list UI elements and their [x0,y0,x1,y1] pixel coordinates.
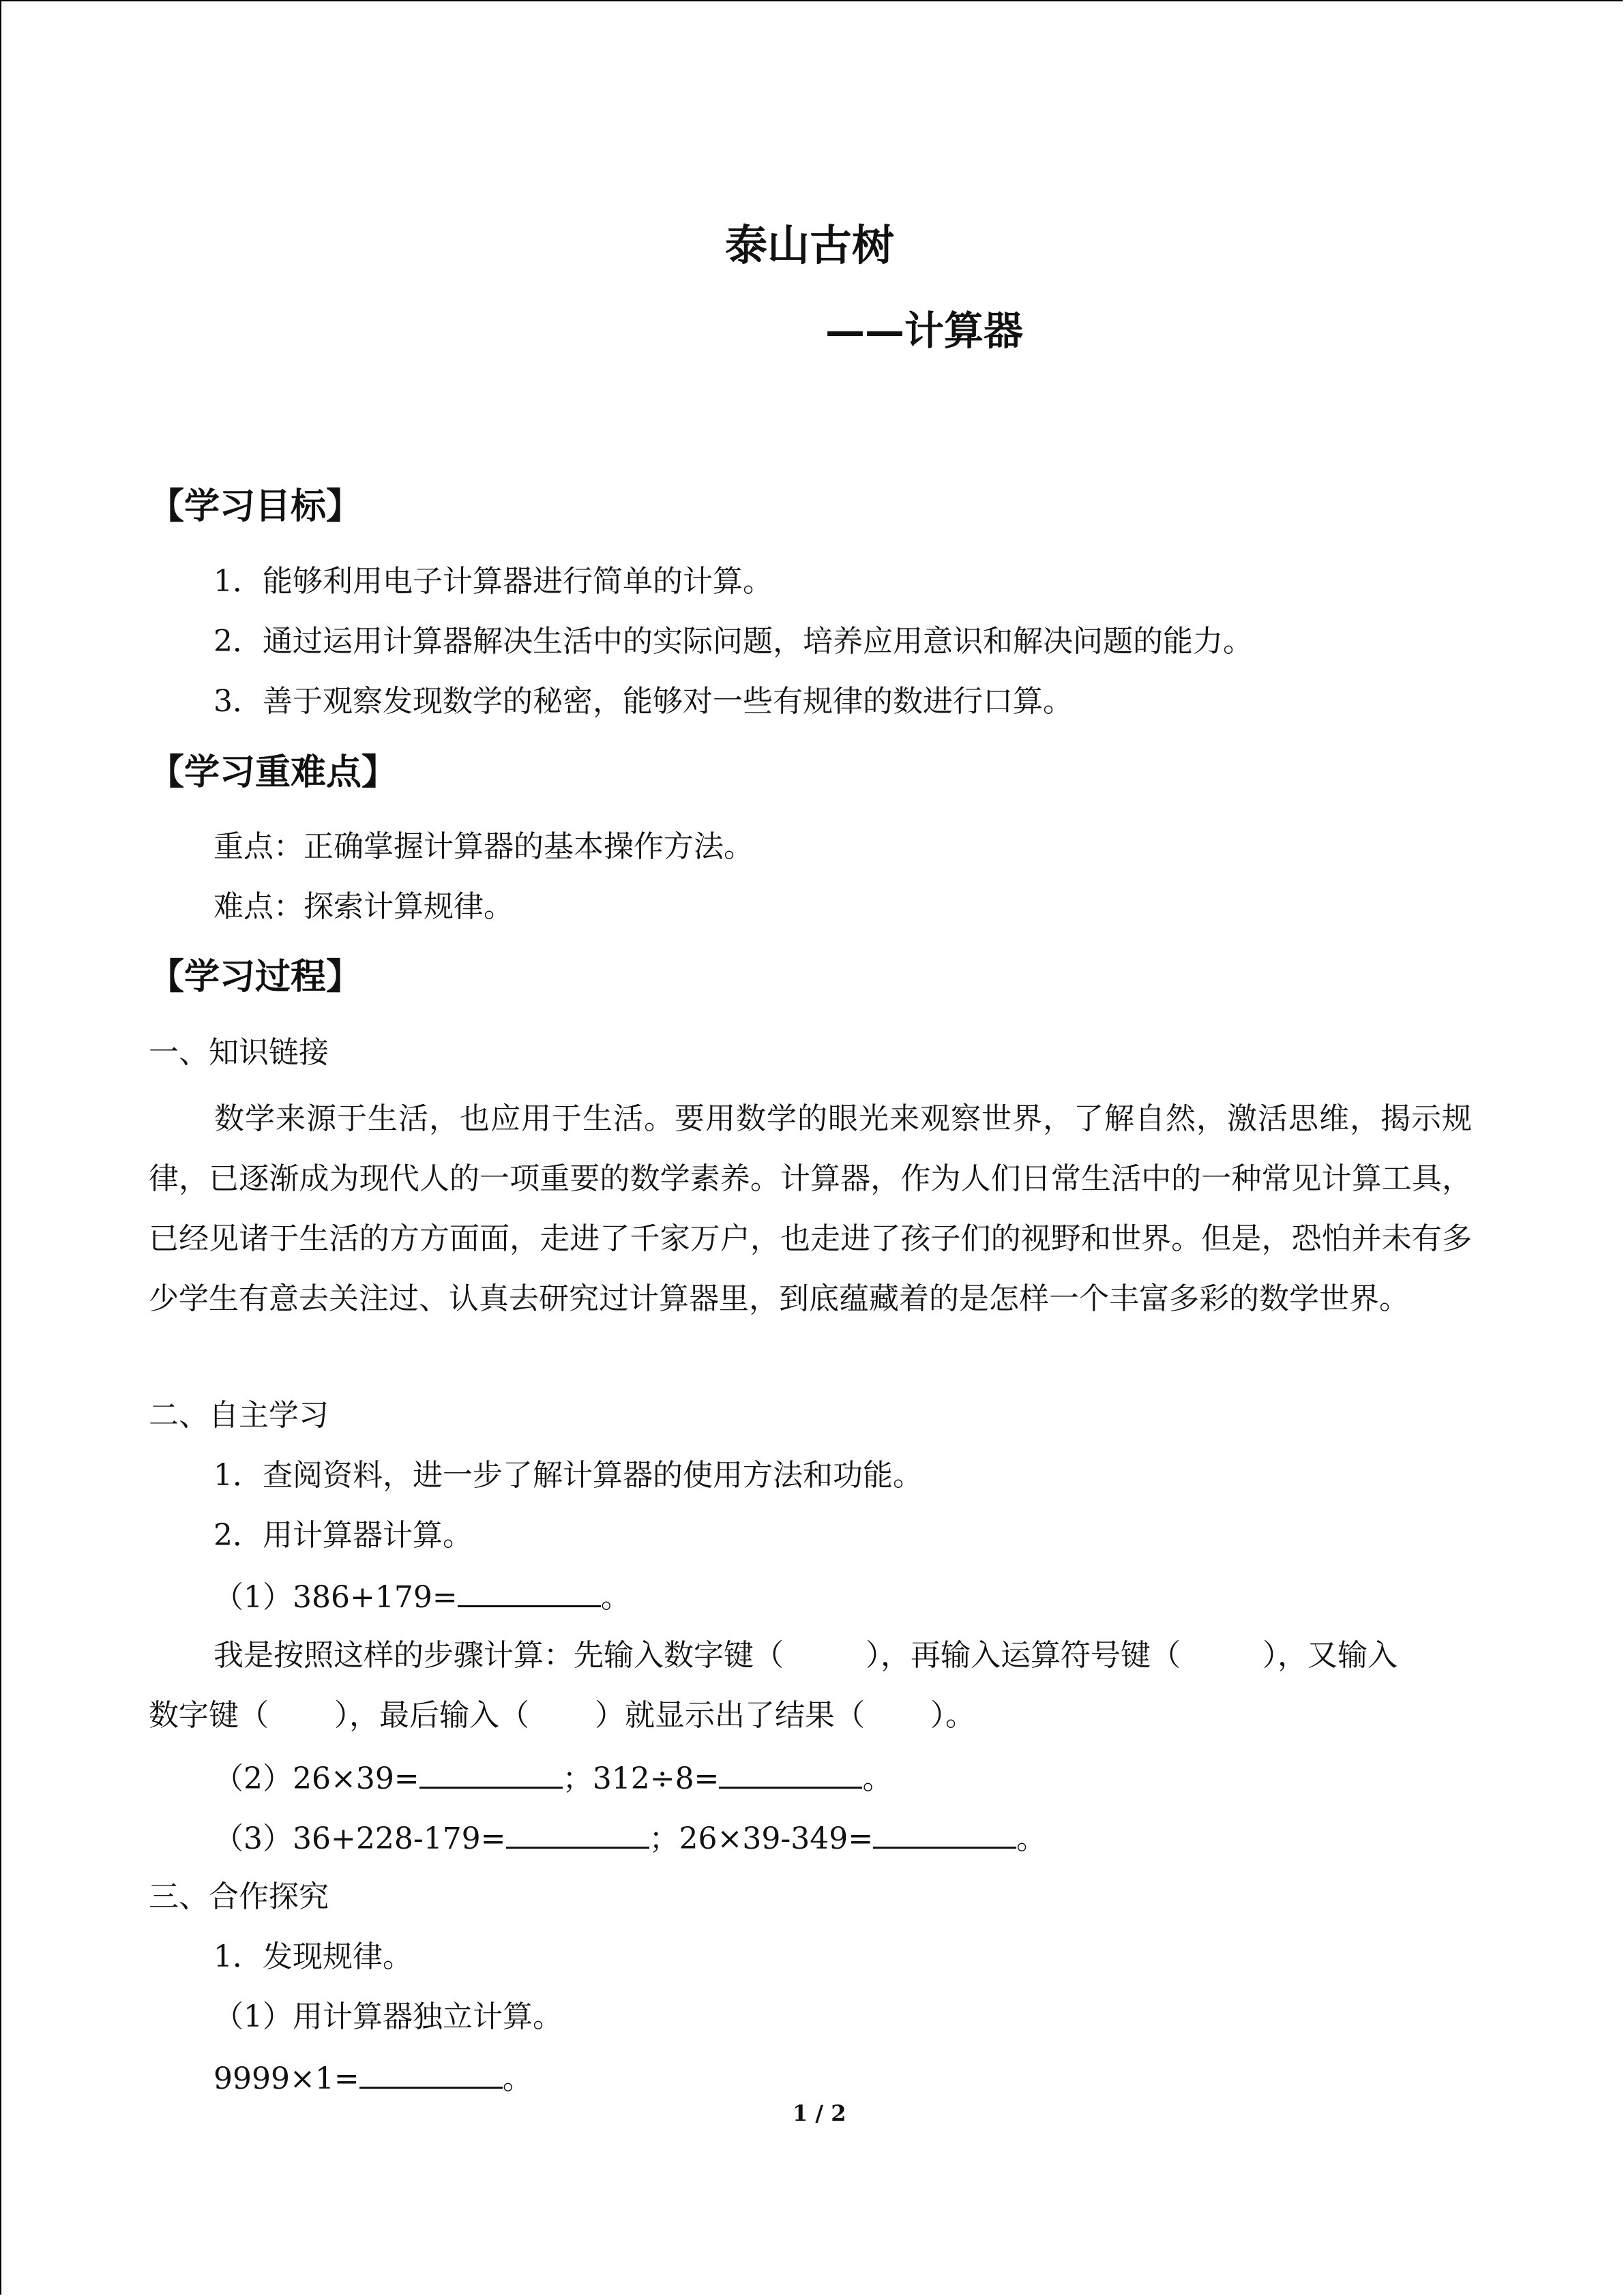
key-point-focus: 重点：正确掌握计算器的基本操作方法。 [213,829,754,864]
question-3-expression-b: ；26×39-349= [649,1821,874,1856]
document-title: 泰山古树 [725,220,895,270]
page-number: 1 / 2 [793,2100,846,2126]
objectives-heading: 【学习目标】 [149,486,362,527]
key-points-heading: 【学习重难点】 [149,752,398,793]
question-2-expression-b: ；312÷8= [562,1761,720,1796]
steps-text-3: ），又输入 [1263,1638,1398,1673]
key-point-difficulty: 难点：探索计算规律。 [213,889,514,924]
question-3-expression-a: （3）36+228-179= [213,1821,506,1856]
answer-blank-2b[interactable] [719,1757,862,1789]
question-2 [213,1757,892,1800]
answer-blank-eq1[interactable] [359,2057,503,2089]
section-self-study: 二、自主学习 [149,1398,329,1433]
self-study-item-1: 1．查阅资料，进一步了解计算器的使用方法和功能。 [213,1458,923,1493]
section-cooperative-inquiry: 三、合作探究 [149,1879,329,1914]
steps-line-1 [213,1635,1398,1676]
answer-blank-2a[interactable] [419,1757,563,1789]
steps-text-6: ）就显示出了结果（ [595,1698,865,1733]
steps-text-2: ），再输入运算符号键（ [866,1638,1181,1673]
equation-1-end: 。 [502,2061,533,2096]
steps-text-4: 数字键（ [149,1698,269,1733]
equation-1 [213,2057,533,2100]
question-2-end: 。 [862,1761,893,1796]
question-2-expression-a: （2）26×39= [213,1761,419,1796]
steps-text-1: 我是按照这样的步骤计算：先输入数字键（ [213,1638,784,1673]
answer-blank-3b[interactable] [873,1817,1016,1849]
inquiry-sub-1: （1）用计算器独立计算。 [213,1999,563,2034]
document-subtitle: ——计算器 [825,308,1024,354]
process-heading: 【学习过程】 [149,957,362,998]
knowledge-paragraph: 数学来源于生活，也应用于生活。要用数学的眼光来观察世界，了解自然，激活思维，揭示规律，已逐渐成为现代人的一项重要的数学素养。计算器，作为人们日常生活中的一种常见计算工具，已经见诸于生活的方方面面，走进了千家万户，也走进了孩子们的视野和世界。但是，恐怕并未有多少学生有意去关注过、认真去研究过计算器里，到底蕴藏着的是怎样一个丰富多彩的数学世界。 [149,1101,1472,1316]
question-1 [213,1575,631,1618]
question-3 [213,1817,1046,1860]
equation-1-expression: 9999×1= [213,2061,359,2096]
steps-text-7: ）。 [930,1698,975,1733]
objective-item-3: 3．善于观察发现数学的秘密，能够对一些有规律的数进行口算。 [213,684,1073,719]
question-1-end: 。 [600,1580,631,1615]
steps-text-5: ），最后输入（ [334,1698,529,1733]
question-1-expression: （1）386+179= [213,1580,458,1615]
inquiry-item-1: 1．发现规律。 [213,1939,413,1974]
self-study-item-2: 2．用计算器计算。 [213,1518,473,1553]
answer-blank-1[interactable] [458,1575,601,1607]
section-knowledge-link: 一、知识链接 [149,1035,329,1070]
objective-item-2: 2．通过运用计算器解决生活中的实际问题，培养应用意识和解决问题的能力。 [213,624,1253,659]
objective-item-1: 1．能够利用电子计算器进行简单的计算。 [213,564,773,599]
question-3-end: 。 [1016,1821,1047,1856]
answer-blank-3a[interactable] [506,1817,649,1849]
steps-line-2 [149,1695,975,1736]
